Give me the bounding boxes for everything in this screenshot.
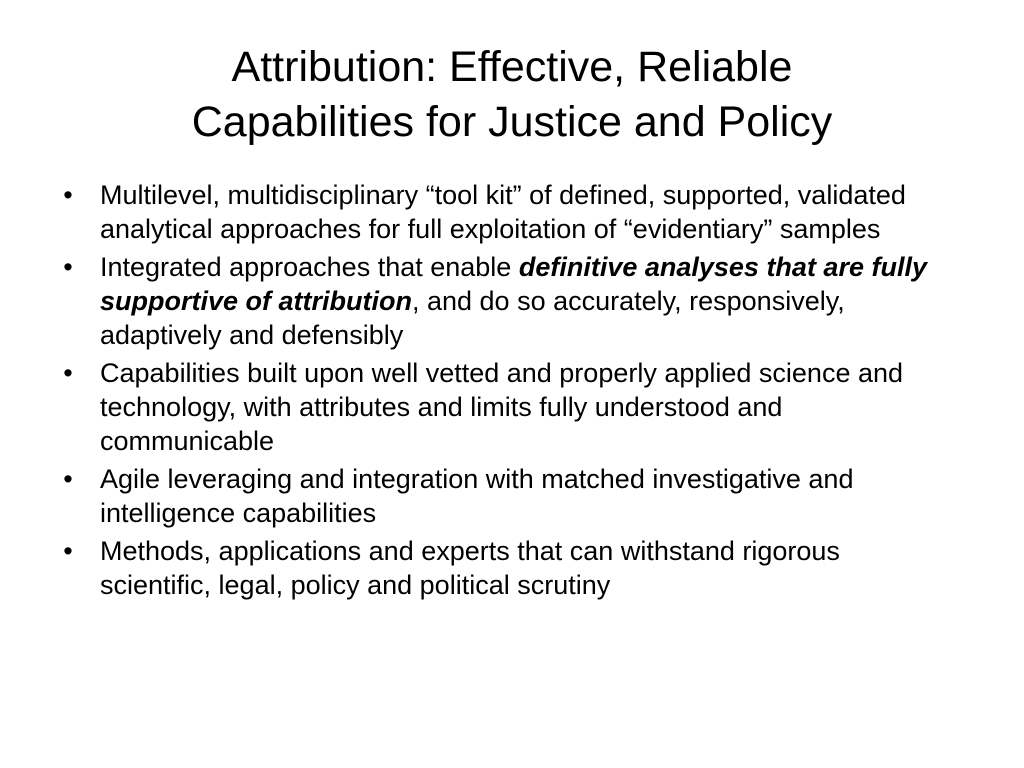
slide-title <box>40 40 984 150</box>
bullet-list <box>58 178 958 606</box>
bullet-item-5 <box>58 534 958 602</box>
bullet-item-2 <box>58 250 958 352</box>
bullet-text: Capabilities built upon well vetted and properly applied science and technology, with attributes and limits fully understood and communicable <box>100 358 904 456</box>
bullet-marker: • <box>63 358 73 388</box>
bullet-text-emphasis: definitive analyses that are fully supportive of attribution <box>100 252 927 316</box>
bullet-text: Methods, applications and experts that can withstand rigorous scientific, legal, policy and political scrutiny <box>100 536 840 600</box>
bullet-marker: • <box>63 252 73 282</box>
bullet-item-4 <box>58 462 958 530</box>
bullet-marker: • <box>63 180 73 210</box>
bullet-text-pre: Integrated approaches that enable <box>100 252 519 282</box>
bullet-item-3 <box>58 356 958 458</box>
bullet-text-post: , and do so accurately, responsively, adaptively and defensibly <box>100 286 845 350</box>
bullet-marker: • <box>63 536 73 566</box>
bullet-marker: • <box>63 464 73 494</box>
bullet-text: Multilevel, multidisciplinary “tool kit” of defined, supported, validated analytical approaches for full exploitation of “evidentiary” samples <box>100 180 906 244</box>
bullet-text: Agile leveraging and integration with matched investigative and intelligence capabilities <box>100 464 854 528</box>
slide-title-line-1: Attribution: Effective, Reliable <box>231 43 793 91</box>
slide-title-line-2: Capabilities for Justice and Policy <box>191 98 833 146</box>
bullet-item-1 <box>58 178 958 246</box>
